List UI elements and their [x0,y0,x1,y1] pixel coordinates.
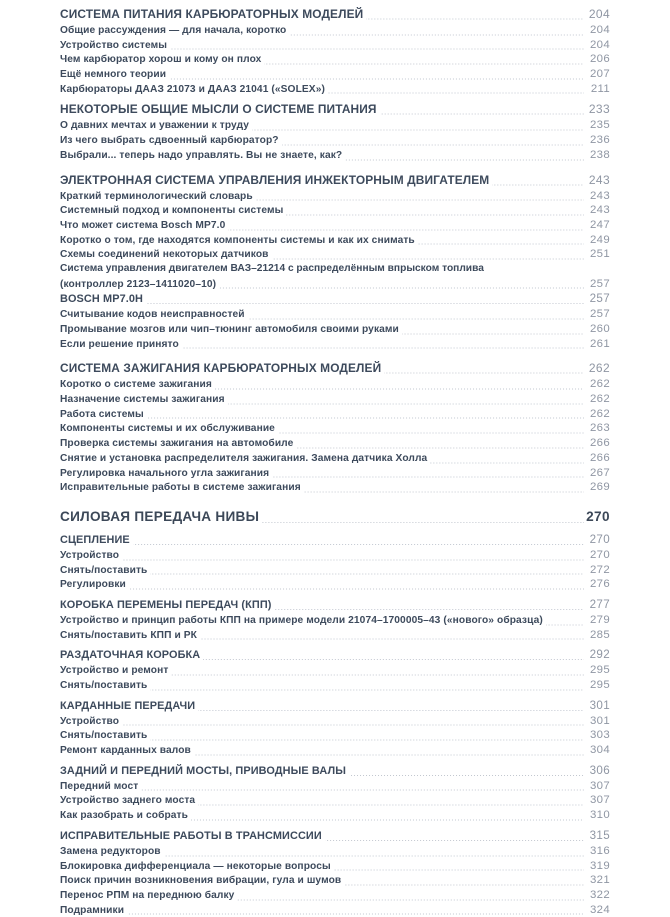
toc-page-number[interactable]: 306 [589,763,610,777]
dot-leader [203,659,584,660]
toc-entry[interactable] [60,844,610,859]
dot-leader [282,144,584,145]
toc-entry[interactable] [60,392,610,407]
toc-entry[interactable] [60,233,610,248]
toc-page-number[interactable]: 304 [589,744,610,757]
toc-page-number[interactable]: 206 [589,53,610,66]
toc-entry[interactable] [60,67,610,82]
dot-leader [198,805,584,806]
toc-page-number[interactable]: 270 [589,548,610,561]
toc-page-number[interactable]: 310 [589,809,610,822]
dot-leader [237,899,584,900]
toc-page-number[interactable]: 262 [588,361,610,376]
toc-entry[interactable] [60,360,610,377]
toc-entry[interactable] [60,23,610,38]
toc-entry-title: КОРОБКА ПЕРЕМЕНЫ ПЕРЕДАЧ (КПП) [60,598,272,611]
toc-entry-title: ЭЛЕКТРОННАЯ СИСТЕМА УПРАВЛЕНИЯ ИНЖЕКТОРНЫМ ДВИГАТЕЛЕМ [60,172,490,187]
toc-entry[interactable] [60,118,610,133]
dot-leader [198,710,584,711]
toc-entry[interactable] [60,436,610,451]
toc-entry-title: Компоненты системы и их обслуживание [60,423,275,435]
toc-entry-title: Ремонт карданных валов [60,745,191,757]
toc-entry[interactable] [60,133,610,148]
toc-entry-title: Снять/поставить [60,730,148,742]
toc-page-number[interactable]: 257 [589,308,610,321]
dot-leader [169,78,584,79]
dot-leader [194,754,584,755]
toc-page-number[interactable]: 316 [589,844,610,857]
dot-leader [296,447,584,448]
dot-leader [182,348,584,349]
toc-page-number[interactable]: 279 [589,613,610,626]
dot-leader [122,725,584,726]
toc-entry-title: Коротко о системе зажигания [60,379,212,391]
toc-entry-title: Чем карбюратор хорош и кому он плох [60,54,262,66]
toc-entry-title: Замена редукторов [60,845,161,857]
dot-leader [129,588,584,589]
toc-entry[interactable] [60,307,610,322]
toc-entry[interactable] [60,52,610,67]
toc-entry-title: Назначение системы зажигания [60,394,225,406]
toc-entry-title: Краткий терминологический словарь [60,190,253,202]
toc-entry[interactable] [60,262,610,291]
dot-leader [127,914,584,915]
toc-page-number[interactable]: 321 [589,874,610,887]
toc-entry-title: Выбрали... теперь надо управлять. Вы не знаете, как? [60,149,343,161]
toc-page-number[interactable]: 301 [589,714,610,727]
toc-entry[interactable] [60,828,610,844]
toc-page-number[interactable]: 238 [589,148,610,161]
dot-leader [146,303,584,304]
toc-page-number[interactable]: 235 [589,119,610,132]
dot-leader [275,609,585,610]
toc-entry[interactable] [60,532,610,548]
toc-page-number[interactable]: 266 [589,437,610,450]
toc-entry[interactable] [60,763,610,779]
dot-leader [248,319,584,320]
toc-entry-title: ИСПРАВИТЕЛЬНЫЕ РАБОТЫ В ТРАНСМИССИИ [60,829,322,842]
toc-entry-title: Что может система Bosch MP7.0 [60,219,226,231]
dot-leader [150,574,584,575]
toc-entry-title: Устройство и ремонт [60,665,169,677]
toc-page-number[interactable]: 303 [589,729,610,742]
toc-entry[interactable] [60,466,610,481]
toc-page-number[interactable]: 295 [589,664,610,677]
dot-leader [262,522,584,523]
toc-entry[interactable] [60,189,610,204]
toc-entry[interactable] [60,714,610,729]
toc-entry-title: СЦЕПЛЕНИЕ [60,533,130,546]
toc-entry-title: Коротко о том, где находятся компоненты системы и как их снимать [60,234,415,246]
toc-entry[interactable] [60,647,610,663]
dot-leader [380,114,584,115]
dot-leader [546,624,584,625]
toc-entry-title: Устройство и принцип работы КПП на примере модели 21074–1700005–43 («нового» образца) [60,614,543,626]
toc-page-number[interactable]: 277 [589,597,610,611]
toc-page-number[interactable]: 233 [588,102,610,117]
toc-entry-title: Поиск причин возникновения вибрации, гула и шумов [60,875,342,887]
section-spacer [60,351,610,360]
toc-entry-title: Считывание кодов неисправностей [60,309,245,321]
toc-entry[interactable] [60,507,610,527]
toc-entry-title: Исправительные работы в системе зажигания [60,482,301,494]
toc-entry-title: Снять/поставить [60,680,148,691]
toc-page-number[interactable]: 243 [589,189,610,202]
dot-leader [141,790,584,791]
dot-leader [164,855,584,856]
dot-leader [219,288,584,289]
toc-entry-title-line1: Система управления двигателем ВАЗ–21214 с распределённым впрыском топлива [60,262,484,274]
dot-leader [191,819,584,820]
toc-page-number[interactable]: 257 [589,292,610,306]
toc-entry[interactable] [60,101,610,118]
toc-page-number[interactable]: 262 [589,393,610,406]
dot-leader [418,244,584,245]
toc-entry-title: Снять/поставить КПП и РК [60,629,197,641]
dot-leader [150,689,584,690]
toc-page-number[interactable]: 243 [589,204,610,217]
toc-entry[interactable] [60,548,610,563]
toc-entry[interactable] [60,859,610,874]
toc-entry[interactable] [60,628,610,643]
dot-leader [366,19,584,20]
toc-entry-title: ЗАДНИЙ И ПЕРЕДНИЙ МОСТЫ, ПРИВОДНЫЕ ВАЛЫ [60,764,346,777]
toc-entry-title: Промывание мозгов или чип–тюнинг автомобиля своими руками [60,324,399,335]
toc-entry[interactable] [60,743,610,758]
toc-page-number[interactable]: 207 [589,68,610,81]
toc-entry[interactable] [60,698,610,714]
toc-page-number[interactable]: 260 [589,323,610,335]
toc-entry[interactable] [60,793,610,808]
toc-entry-title: BOSCH MP7.0H [60,293,144,306]
section-spacer [60,495,610,507]
toc-entry[interactable] [60,218,610,233]
toc-page-number[interactable]: 204 [588,7,610,21]
toc-page-number[interactable]: 243 [588,172,610,187]
dot-leader [228,403,584,404]
toc-entry[interactable] [60,597,610,613]
dot-leader [384,373,584,374]
dot-leader [402,333,584,334]
toc-page-number[interactable]: 263 [589,422,610,435]
toc-entry[interactable] [60,377,610,392]
toc-page-number[interactable]: 324 [589,903,610,916]
toc-entry[interactable] [60,480,610,495]
toc-page-number[interactable]: 251 [589,248,610,261]
toc-entry-title: Общие рассуждения — для начала, коротко [60,25,287,36]
toc-entry[interactable] [60,451,610,466]
toc-entry-title: КАРДАННЫЕ ПЕРЕДАЧИ [60,699,196,712]
dot-leader [170,49,584,50]
toc-entry-title: НЕКОТОРЫЕ ОБЩИЕ МЫСЛИ О СИСТЕМЕ ПИТАНИЯ [60,102,377,117]
toc-entry[interactable] [60,148,610,163]
toc-page-number[interactable]: 322 [589,888,610,901]
toc-entry-title: Регулировка начального угла зажигания [60,467,270,479]
toc-entry-title: СИСТЕМА ЗАЖИГАНИЯ КАРБЮРАТОРНЫХ МОДЕЛЕЙ [60,361,382,376]
toc-entry-title: Подрамники [60,904,125,916]
toc-page-number[interactable]: 307 [589,779,610,792]
toc-entry-title: Из чего выбрать сдвоенный карбюратор? [60,135,279,147]
dot-leader [349,775,584,776]
dot-leader [492,184,584,185]
toc-entry[interactable] [60,779,610,794]
dot-leader [289,34,584,35]
toc-entry[interactable] [60,903,610,917]
dot-leader [304,491,584,492]
dot-leader [228,229,584,230]
toc-page-number[interactable]: 247 [589,218,610,231]
dot-leader [133,544,584,545]
toc-entry-title: Устройство системы [60,39,168,51]
toc-entry-title: Снятие и установка распределителя зажигания. Замена датчика Холла [60,452,428,464]
toc-entry-title: СИСТЕМА ПИТАНИЯ КАРБЮРАТОРНЫХ МОДЕЛЕЙ [60,7,364,21]
toc-entry-title: Передний мост [60,780,139,792]
toc-page-number[interactable]: 270 [586,508,610,524]
dot-leader [334,870,584,871]
dot-leader [272,258,584,259]
toc-entry[interactable] [60,577,610,592]
toc-entry-title: Схемы соединений некоторых датчиков [60,249,269,261]
toc-page-number[interactable]: 257 [589,277,610,290]
dot-leader [264,64,584,65]
toc-entry-title: Ещё немного теории [60,69,167,81]
toc-page-number[interactable]: 315 [589,828,610,842]
toc-entry-title: Перенос РПМ на переднюю балку [60,889,235,901]
toc-entry[interactable] [60,172,610,189]
toc-entry[interactable] [60,337,610,352]
toc-page-number[interactable]: 285 [589,628,610,641]
toc-entry-title: Проверка системы зажигания на автомобиле [60,438,294,450]
dot-leader [256,200,584,201]
toc-entry-title: Системный подход и компоненты системы [60,205,284,217]
toc-entry-title: РАЗДАТОЧНАЯ КОРОБКА [60,649,201,662]
toc-entry[interactable] [60,322,610,337]
toc-entry[interactable] [60,291,610,307]
toc-entry-title: Устройство [60,715,120,727]
toc-page-number[interactable]: 261 [589,337,610,350]
toc-entry-title: Если решение принято [60,338,179,350]
dot-leader [345,159,584,160]
toc-page-number[interactable]: 270 [589,532,610,546]
toc-entry[interactable] [60,678,610,693]
toc-entry[interactable] [60,6,610,23]
toc-entry[interactable] [60,247,610,262]
toc-entry-title: Блокировка дифференциала — некоторые вопросы [60,860,331,872]
toc-entry[interactable] [60,663,610,678]
toc-entry-title: О давних мечтах и уважении к труду [60,120,250,132]
toc-entry-title: Как разобрать и собрать [60,810,189,822]
toc-page-number[interactable]: 266 [589,451,610,464]
toc-entry-title: СИЛОВАЯ ПЕРЕДАЧА НИВЫ [60,508,260,524]
toc-entry[interactable] [60,82,610,97]
dot-leader [147,418,584,419]
toc-entry[interactable] [60,203,610,218]
toc-entry[interactable] [60,613,610,628]
toc-page-number[interactable]: 307 [589,794,610,807]
toc-page-number[interactable]: 204 [589,24,610,36]
toc-page-number[interactable]: 204 [589,38,610,51]
toc-page-number[interactable]: 295 [589,679,610,691]
toc-page-number[interactable]: 301 [589,698,610,712]
toc-page-number[interactable]: 249 [589,233,610,246]
toc-entry-title: Работа системы [60,408,144,420]
dot-leader [215,389,584,390]
toc-page-number[interactable]: 267 [589,466,610,479]
dot-leader [252,130,584,131]
dot-leader [150,740,584,741]
toc-page-number[interactable]: 262 [589,378,610,391]
toc-entry-title: Карбюраторы ДААЗ 21073 и ДААЗ 21041 («SOLEX») [60,83,325,95]
section-spacer [60,163,610,172]
toc-entry-line2 [60,277,610,292]
toc-entry[interactable] [60,38,610,53]
toc-page-number[interactable]: 272 [589,563,610,576]
toc-entry[interactable] [60,728,610,743]
dot-leader [286,214,584,215]
toc-entry-title-line2: (контроллер 2123–1411020–10) [60,278,217,290]
dot-leader [344,884,584,885]
toc-page-number[interactable]: 276 [589,578,610,591]
toc-page-number[interactable]: 292 [589,648,610,662]
toc-entry-title: Устройство [60,549,120,561]
toc-entry[interactable] [60,407,610,422]
toc-entry[interactable] [60,563,610,578]
toc-page-number[interactable]: 236 [589,134,610,147]
toc-entry-title: Снять/поставить [60,564,148,576]
toc-entry[interactable] [60,808,610,823]
dot-leader [430,462,584,463]
toc-entry-title: Регулировки [60,579,126,591]
toc-entry[interactable] [60,888,610,903]
toc-page-number[interactable]: 269 [589,481,610,494]
dot-leader [200,639,584,640]
toc-page-number[interactable]: 262 [589,407,610,420]
dot-leader [328,93,584,94]
dot-leader [122,559,584,560]
toc-entry[interactable] [60,873,610,888]
toc-page-number[interactable]: 211 [590,82,610,95]
dot-leader [278,433,584,434]
dot-leader [171,675,584,676]
toc-entry[interactable] [60,421,610,436]
toc-entry-title: Устройство заднего моста [60,795,196,807]
toc-page-number[interactable]: 319 [589,859,610,872]
dot-leader [272,477,584,478]
